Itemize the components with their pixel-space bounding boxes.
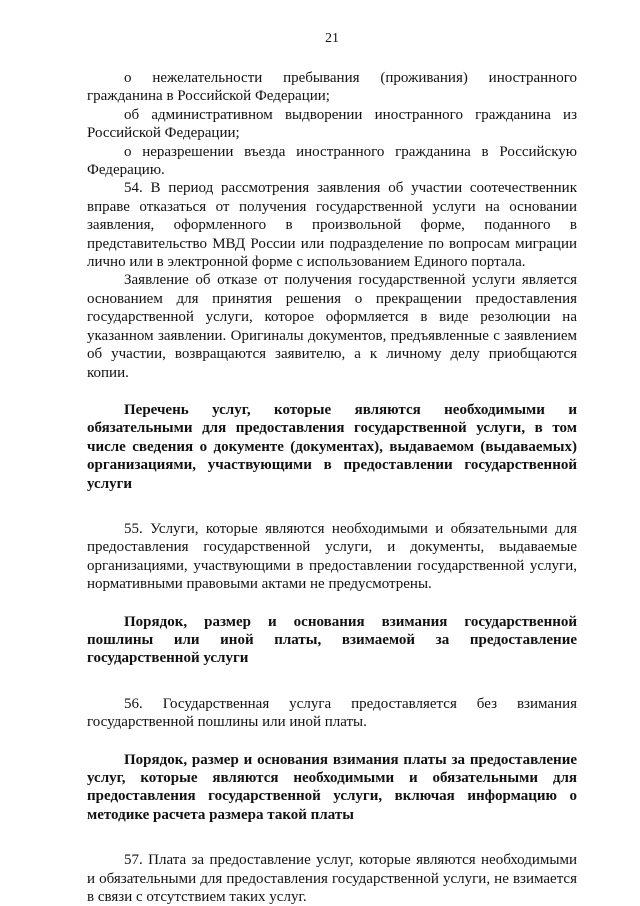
paragraph-deportation-undesirable: о нежелательности пребывания (проживания) иностранного гражданина в Российской Федерации; xyxy=(87,70,577,105)
spacer xyxy=(87,668,577,695)
spacer xyxy=(87,594,577,613)
spacer xyxy=(87,732,577,751)
heading-service-fee-method: Порядок, размер и основания взимания платы за предоставление услуг, которые являются необходимыми и обязательными для предоставления государственной услуги, включая информацию о методике расчета размера такой платы xyxy=(87,751,577,823)
page-number: 21 xyxy=(325,31,339,46)
paragraph-entry-ban: о неразрешении въезда иностранного гражданина в Российскую Федерацию. xyxy=(87,143,577,179)
heading-required-services-list: Перечень услуг, которые являются необходимыми и обязательными для предоставления государственной услуги, в том числе сведения о документе (документах), выдаваемом (выдаваемых) организациями, участвующими в предоставлении государственной услуги xyxy=(87,401,577,492)
spacer xyxy=(87,493,577,520)
heading-state-fee: Порядок, размер и основания взимания государственной пошлины или иной платы, взимаемой за предоставление государственной услуги xyxy=(87,613,577,667)
document-page xyxy=(87,30,577,906)
spacer xyxy=(87,824,577,851)
spacer xyxy=(87,382,577,401)
paragraph-refusal-statement: Заявление об отказе от получения государственной услуги является основанием для принятия решения о прекращении предоставления государственной услуги, которое оформляется в виде резолюции на указанном заявлении. Оригиналы документов, предъявленные с заявлением об участии, возвращаются заявителю, а к личному делу приобщаются копии. xyxy=(87,272,577,381)
paragraph-54: 54. В период рассмотрения заявления об участии соотечественник вправе отказаться от получения государственной услуги на основании заявления, оформленного в произвольной форме, поданного в представительство МВД России или подразделение по вопросам миграции лично или в электронной форме с использованием Единого портала. xyxy=(87,180,577,271)
paragraph-57: 57. Плата за предоставление услуг, которые являются необходимыми и обязательными для предоставления государственной услуги, не взимается в связи с отсутствием таких услуг. xyxy=(87,852,577,906)
paragraph-56: 56. Государственная услуга предоставляется без взимания государственной пошлины или иной платы. xyxy=(87,695,577,731)
paragraph-administrative-expulsion: об административном выдворении иностранного гражданина из Российской Федерации; xyxy=(87,106,577,142)
paragraph-55: 55. Услуги, которые являются необходимыми и обязательными для предоставления государственной услуги, и документы, выдаваемые организациями, участвующими в предоставлении государственной услуги, нормативными правовыми актами не предусмотрены. xyxy=(87,520,577,593)
